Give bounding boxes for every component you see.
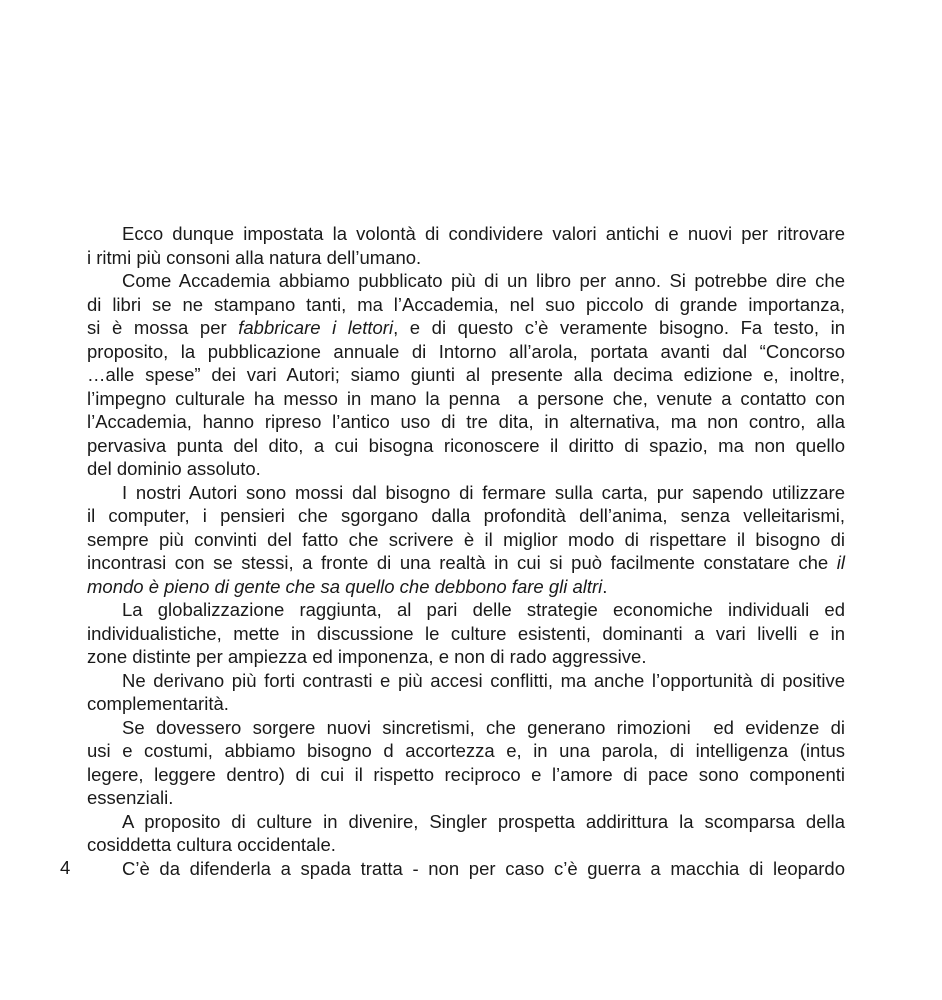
text-line: [87, 786, 845, 810]
text-segment: sempre più convinti del fatto che scrivere è il miglior modo di rispettare il bisogno di: [87, 528, 845, 550]
text-line: [87, 363, 845, 387]
text-line: [87, 645, 845, 669]
text-line: [87, 293, 845, 317]
paragraph: [87, 481, 845, 599]
text-line: [87, 833, 845, 857]
text-segment: l’impegno culturale ha messo in mano la penna a persone che, venute a contatto con: [87, 387, 845, 409]
text-segment: individualistiche, mette in discussione le culture esistenti, dominanti a vari livelli e in: [87, 622, 845, 644]
text-line: [87, 434, 845, 458]
text-segment: La globalizzazione raggiunta, al pari delle strategie economiche individuali ed: [122, 599, 845, 620]
text-segment: di libri se ne stampano tanti, ma l’Accademia, nel suo piccolo di grande importanza,: [87, 293, 845, 315]
text-segment: A proposito di culture in divenire, Singler prospetta addirittura la scomparsa della: [122, 810, 845, 832]
text-segment: cosiddetta cultura occidentale.: [87, 834, 336, 855]
text-line: [87, 763, 845, 787]
paragraph: [87, 857, 845, 881]
paragraph: [87, 716, 845, 810]
text-line: [87, 481, 845, 505]
text-segment: incontrasi con se stessi, a fronte di una realtà in cui si può facilmente constatare che: [87, 552, 837, 573]
paragraph: [87, 669, 845, 716]
text-line: [87, 457, 845, 481]
text-segment: complementarità.: [87, 693, 229, 714]
page-number: 4: [60, 857, 71, 878]
text-line: [87, 551, 845, 575]
text-segment: …alle spese” dei vari Autori; siamo giunti al presente alla decima edizione e, inoltre,: [87, 364, 845, 385]
text-segment: zone distinte per ampiezza ed imponenza, e non di rado aggressive.: [87, 646, 647, 667]
text-line: [87, 716, 845, 740]
text-segment: l’Accademia, hanno ripreso l’antico uso di tre dita, in alternativa, ma non contro, alla: [87, 411, 845, 432]
italic-text-segment: fabbricare i lettori: [238, 317, 394, 338]
text-line: [87, 739, 845, 763]
text-segment: Se dovessero sorgere nuovi sincretismi, che generano rimozioni ed evidenze di: [122, 716, 845, 738]
text-segment: legere, leggere dentro) di cui il rispetto reciproco e l’amore di pace sono componenti: [87, 763, 845, 785]
paragraph: [87, 269, 845, 481]
text-line: [87, 692, 845, 716]
text-segment: usi e costumi, abbiamo bisogno d accortezza e, in una parola, di intelligenza (intus: [87, 740, 845, 761]
text-line: [87, 622, 845, 646]
text-line: [87, 340, 845, 364]
text-line: [87, 504, 845, 528]
text-line: [87, 598, 845, 622]
text-segment: del dominio assoluto.: [87, 458, 261, 479]
text-segment: pervasiva punta del dito, a cui bisogna riconoscere il diritto di spazio, ma non quello: [87, 434, 845, 456]
text-line: [87, 528, 845, 552]
text-line: [87, 222, 845, 246]
text-line: [87, 669, 845, 693]
paragraph: [87, 598, 845, 669]
text-line: [87, 269, 845, 293]
text-segment: I nostri Autori sono mossi dal bisogno di fermare sulla carta, pur sapendo utilizzare: [122, 481, 845, 503]
text-segment: si è mossa per: [87, 317, 239, 338]
paragraph: [87, 222, 845, 269]
text-segment: .: [602, 575, 608, 597]
text-line: [87, 575, 845, 599]
text-segment: Come Accademia abbiamo pubblicato più di un libro per anno. Si potrebbe dire che: [122, 270, 845, 291]
body-text: [87, 222, 845, 880]
text-segment: i ritmi più consoni alla natura dell’umano.: [87, 246, 422, 268]
text-line: [87, 316, 845, 340]
paragraph: [87, 810, 845, 857]
text-segment: proposito, la pubblicazione annuale di Intorno all’arola, portata avanti dal “Concorso: [87, 340, 845, 362]
italic-text-segment: il: [836, 552, 845, 573]
text-line: [87, 246, 845, 270]
text-segment: essenziali.: [87, 787, 174, 808]
text-line: [87, 810, 845, 834]
text-line: [87, 410, 845, 434]
italic-text-segment: mondo è pieno di gente che sa quello che debbono fare gli altri: [87, 575, 603, 597]
text-segment: , e di questo c’è veramente bisogno. Fa testo, in: [393, 317, 845, 338]
text-line: [87, 387, 845, 411]
text-line: [87, 857, 845, 881]
text-segment: Ne derivano più forti contrasti e più accesi conflitti, ma anche l’opportunità di positive: [122, 669, 845, 691]
text-segment: Ecco dunque impostata la volontà di condividere valori antichi e nuovi per ritrovare: [122, 223, 845, 244]
text-segment: il computer, i pensieri che sgorgano dalla profondità dell’anima, senza velleitarismi,: [87, 505, 845, 526]
text-segment: C’è da difenderla a spada tratta - non per caso c’è guerra a macchia di leopardo: [122, 857, 845, 879]
